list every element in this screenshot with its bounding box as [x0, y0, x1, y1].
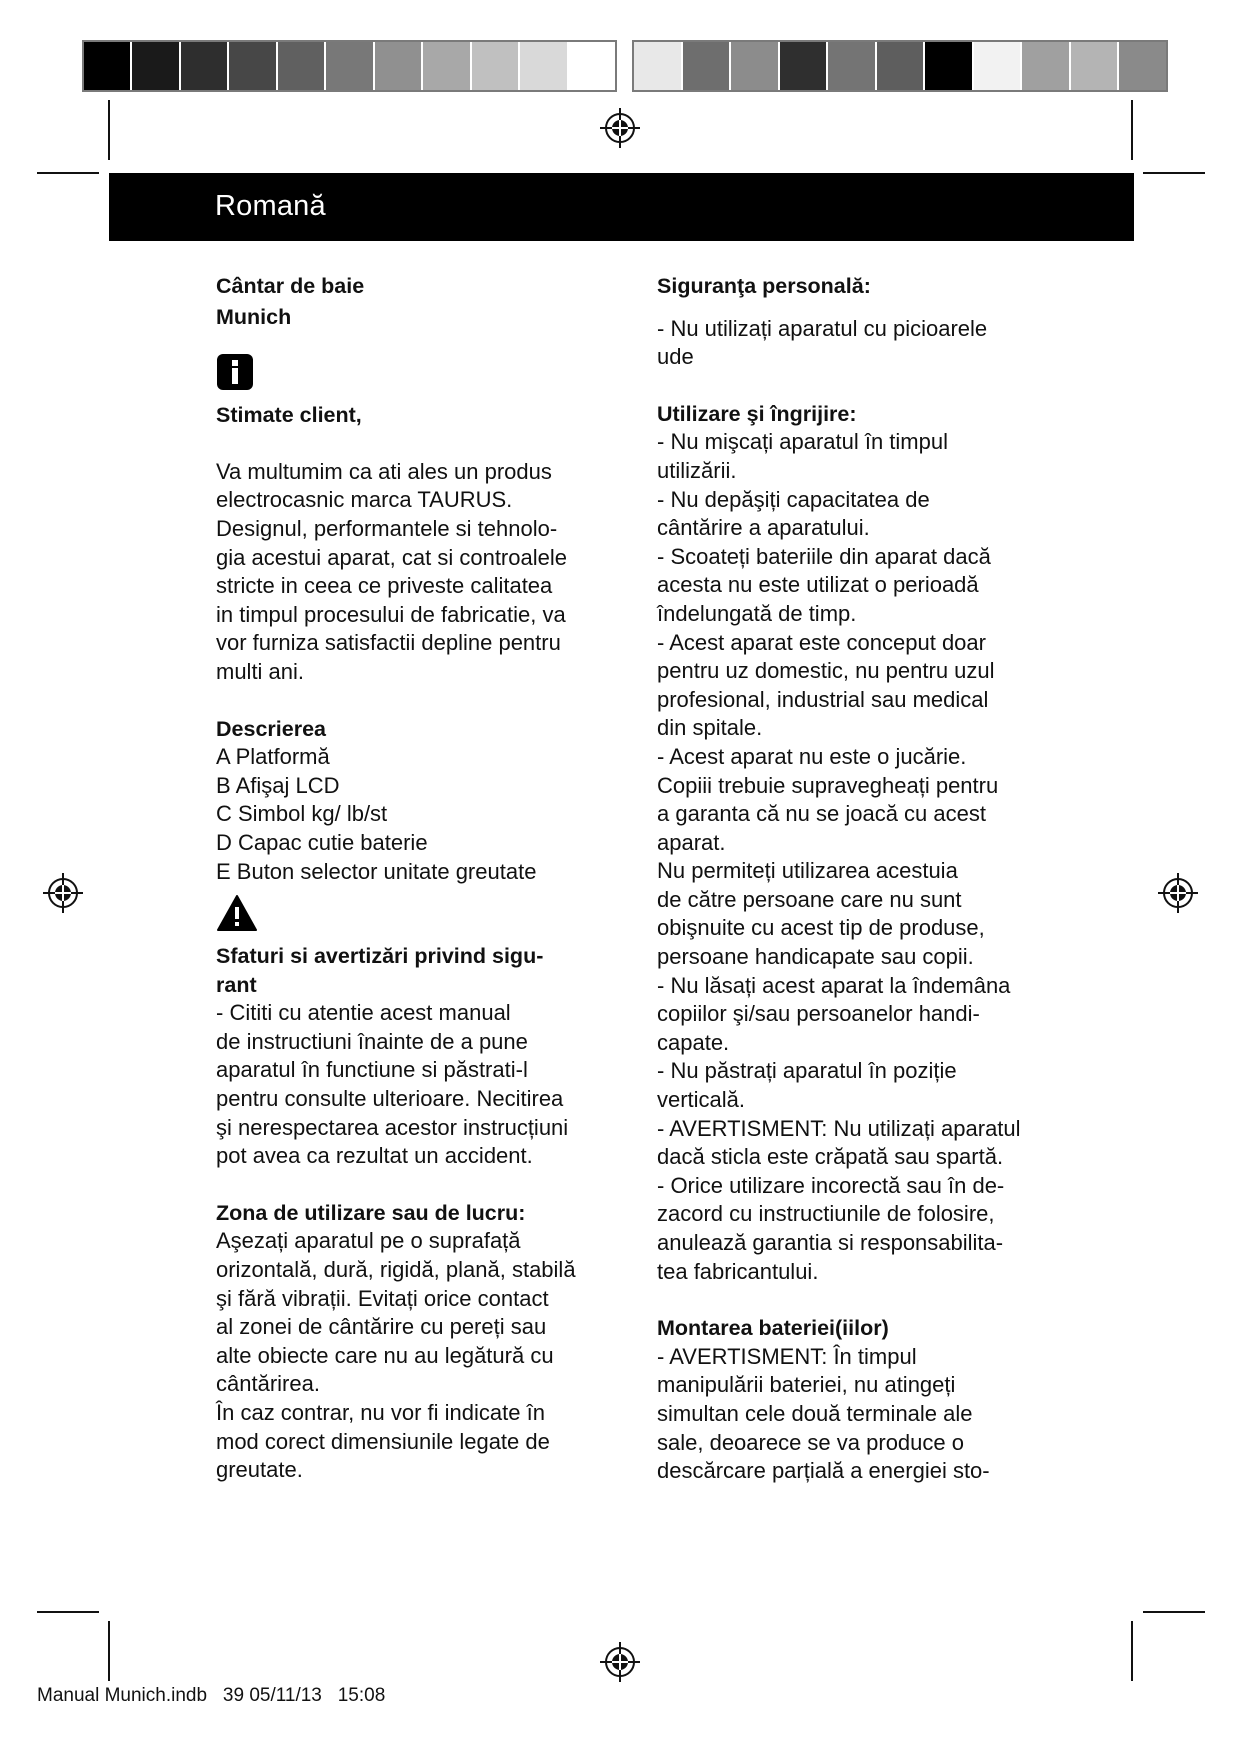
text-line: acesta nu este utilizat o perioadă	[657, 572, 979, 598]
swatch-left-7	[375, 42, 423, 90]
text-line: electrocasnic marca TAURUS.	[216, 487, 513, 513]
swatch-left-1	[84, 42, 132, 90]
battery-heading: Montarea bateriei(iilor)	[657, 1316, 889, 1341]
text-line: - Orice utilizare incorectă sau în de-	[657, 1172, 1005, 1198]
description-item: D Capac cutie baterie	[216, 829, 428, 855]
swatch-right-1	[634, 42, 683, 90]
text-line: orizontală, dură, rigidă, plană, stabilă	[216, 1257, 576, 1283]
description-list	[216, 743, 616, 886]
text-line: - Scoateți bateriile din aparat dacă	[657, 543, 991, 569]
text-line: Designul, performantele si tehnolo-	[216, 515, 558, 541]
color-calibration-bar-left	[82, 40, 617, 92]
safety-heading: Sfaturi si avertizări privind sigu-	[216, 944, 544, 969]
language-header	[109, 173, 1134, 241]
description-item: C Simbol kg/ lb/st	[216, 801, 388, 827]
text-line: zacord cu instructiunile de folosire,	[657, 1201, 995, 1227]
text-line: a garanta că nu se joacă cu acest	[657, 801, 986, 827]
text-line: În caz contrar, nu vor fi indicate în	[216, 1400, 545, 1425]
text-line: - Cititi cu atentie acest manual	[216, 1000, 511, 1026]
swatch-right-11	[1119, 42, 1166, 90]
personal-safety-paragraph	[657, 315, 1087, 372]
swatch-left-8	[423, 42, 471, 90]
text-line: alte obiecte care nu au legătură cu	[216, 1342, 554, 1368]
swatch-left-10	[520, 42, 568, 90]
registration-mark-icon	[43, 873, 83, 913]
zone-heading: Zona de utilizare sau de lucru:	[216, 1200, 526, 1225]
text-line: - Nu lăsați acest aparat la îndemâna	[657, 972, 1011, 998]
crop-mark-bottom-left-v	[108, 1621, 110, 1681]
text-line: - Nu păstrați aparatul în poziție	[657, 1058, 957, 1084]
text-line: simultan cele două terminale ale	[657, 1400, 973, 1426]
text-line: greutate.	[216, 1457, 303, 1483]
text-line: Va multumim ca ati ales un produs	[216, 458, 552, 484]
warning-icon	[216, 894, 258, 932]
text-line: verticală.	[657, 1087, 746, 1113]
text-line: - Nu utilizați aparatul cu picioarele	[657, 315, 988, 341]
swatch-left-11	[569, 42, 615, 90]
text-line: - AVERTISMENT: Nu utilizați aparatul	[657, 1115, 1021, 1141]
registration-mark-icon	[600, 108, 640, 148]
safety-paragraph	[216, 999, 616, 1171]
crop-mark-top-left-h	[37, 172, 99, 174]
text-line: in timpul procesului de fabricatie, va	[216, 601, 566, 627]
crop-mark-bottom-right-h	[1143, 1611, 1205, 1613]
text-line: de către persoane care nu sunt	[657, 886, 962, 912]
color-calibration-bar-right	[632, 40, 1168, 92]
text-line: - Acest aparat nu este o jucărie.	[657, 743, 967, 769]
use-care-paragraph	[657, 428, 1087, 1286]
text-line: gia acestui aparat, cat si controalele	[216, 544, 567, 570]
slug-time: 15:08	[337, 1685, 386, 1706]
swatch-right-9	[1022, 42, 1071, 90]
text-line: de instructiuni înainte de a pune	[216, 1028, 528, 1054]
text-line: Nu permiteți utilizarea acestuia	[657, 858, 958, 884]
safety-heading-cont: rant	[216, 972, 257, 997]
text-line: şi nerespectarea acestor instrucțiuni	[216, 1114, 569, 1140]
greeting: Stimate client,	[216, 403, 362, 428]
text-line: tea fabricantului.	[657, 1258, 819, 1284]
swatch-right-3	[731, 42, 780, 90]
text-line: cântărirea.	[216, 1371, 320, 1397]
swatch-left-4	[229, 42, 277, 90]
swatch-left-3	[181, 42, 229, 90]
crop-mark-top-right-v	[1131, 100, 1133, 160]
swatch-right-10	[1071, 42, 1120, 90]
swatch-right-2	[683, 42, 732, 90]
text-line: profesional, industrial sau medical	[657, 686, 989, 712]
text-line: capate.	[657, 1029, 730, 1055]
left-column	[216, 272, 616, 1485]
text-line: copiilor şi/sau persoanelor handi-	[657, 1001, 980, 1027]
description-item: B Afişaj LCD	[216, 772, 340, 798]
text-line: multi ani.	[216, 658, 305, 684]
slug-date: 05/11/13	[249, 1685, 322, 1706]
zone-paragraph	[216, 1227, 616, 1484]
swatch-right-5	[828, 42, 877, 90]
text-line: ude	[657, 344, 694, 370]
text-line: aparatul în functiune si păstrati-l	[216, 1057, 528, 1083]
info-icon	[216, 353, 254, 391]
crop-mark-bottom-left-h	[37, 1611, 99, 1613]
swatch-right-6	[877, 42, 926, 90]
text-line: îndelungată de timp.	[657, 600, 857, 626]
intro-paragraph	[216, 458, 616, 687]
use-care-heading: Utilizare şi îngrijire:	[657, 401, 857, 426]
swatch-right-4	[780, 42, 829, 90]
swatch-right-7	[925, 42, 974, 90]
swatch-left-2	[132, 42, 180, 90]
swatch-left-5	[278, 42, 326, 90]
right-column	[657, 272, 1087, 1486]
registration-mark-icon	[600, 1642, 640, 1682]
text-line: cântărire a aparatului.	[657, 515, 870, 541]
text-line: vor furniza satisfactii depline pentru	[216, 630, 561, 656]
description-item: A Platformă	[216, 744, 330, 770]
crop-mark-bottom-right-v	[1131, 1621, 1133, 1681]
text-line: Aşezați aparatul pe o suprafață	[216, 1228, 521, 1254]
description-item: E Buton selector unitate greutate	[216, 858, 537, 884]
swatch-left-6	[326, 42, 374, 90]
text-line: - AVERTISMENT: În timpul	[657, 1343, 917, 1369]
battery-paragraph	[657, 1343, 1087, 1486]
personal-safety-heading: Siguranţa personală:	[657, 274, 871, 298]
crop-mark-top-left-v	[108, 100, 110, 160]
registration-mark-icon	[1158, 873, 1198, 913]
crop-mark-top-right-h	[1143, 172, 1205, 174]
text-line: al zonei de cântărire cu pereți sau	[216, 1314, 547, 1340]
print-slug	[37, 1685, 385, 1707]
slug-file: Manual Munich.indb	[37, 1685, 208, 1706]
text-line: - Acest aparat este conceput doar	[657, 629, 986, 655]
description-heading: Descrierea	[216, 716, 326, 741]
text-line: manipulării bateriei, nu atingeți	[657, 1372, 956, 1398]
text-line: pentru consulte ulterioare. Necitirea	[216, 1086, 564, 1112]
text-line: pot avea ca rezultat un accident.	[216, 1143, 533, 1169]
text-line: - Nu depăşiți capacitatea de	[657, 486, 930, 512]
language-title: Romană	[215, 190, 326, 222]
text-line: şi fără vibrații. Evitați orice contact	[216, 1285, 549, 1311]
text-line: utilizării.	[657, 457, 737, 483]
text-line: mod corect dimensiunile legate de	[216, 1428, 550, 1454]
text-line: dacă sticla este crăpată sau spartă.	[657, 1144, 1004, 1170]
text-line: Copiii trebuie supravegheați pentru	[657, 772, 999, 798]
text-line: sale, deoarece se va produce o	[657, 1429, 964, 1455]
text-line: obişnuite cu acest tip de produse,	[657, 915, 985, 941]
slug-page: 39	[222, 1685, 245, 1706]
swatch-right-8	[974, 42, 1023, 90]
product-model: Munich	[216, 304, 292, 329]
text-line: anulează garantia si responsabilita-	[657, 1230, 1004, 1255]
text-line: descărcare parțială a energiei sto-	[657, 1458, 990, 1484]
text-line: aparat.	[657, 829, 726, 855]
text-line: pentru uz domestic, nu pentru uzul	[657, 658, 995, 684]
text-line: din spitale.	[657, 715, 763, 741]
text-line: persoane handicapate sau copii.	[657, 944, 974, 970]
product-name: Cântar de baie	[216, 274, 365, 298]
swatch-left-9	[472, 42, 520, 90]
text-line: stricte in ceea ce priveste calitatea	[216, 573, 553, 599]
text-line: - Nu mişcați aparatul în timpul	[657, 429, 948, 455]
